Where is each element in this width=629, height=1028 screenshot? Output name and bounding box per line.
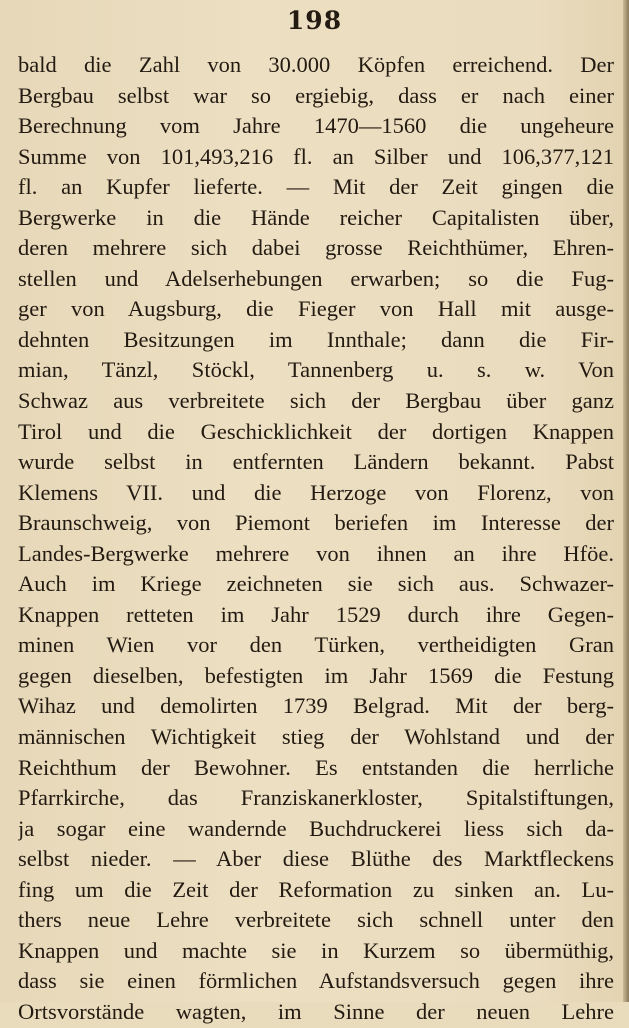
text-line: Summe von 101,493,216 fl. an Silber und 106,377,121: [18, 143, 614, 169]
page-edge: [623, 0, 629, 1002]
text-line: Landes-Bergwerke mehrere von ihnen an ihre Hföe.: [18, 540, 614, 566]
text-line: Berechnung vom Jahre 1470—1560 die ungeheure: [18, 113, 614, 139]
text-line: dehnten Besitzungen im Innthale; dann die Fir-: [18, 326, 614, 352]
text-line: Klemens VII. und die Herzoge von Florenz, von: [18, 479, 614, 505]
text-line: dass sie einen förmlichen Aufstandsversuch gegen ihre: [18, 968, 614, 994]
text-line: Bergbau selbst war so ergiebig, dass er nach einer: [18, 82, 614, 108]
text-line: männischen Wichtigkeit stieg der Wohlstand und der: [18, 724, 614, 750]
text-line: Knappen und machte sie in Kurzem so übermüthig,: [18, 937, 614, 963]
text-line: Ortsvorstände wagten, im Sinne der neuen Lehre: [18, 998, 614, 1024]
text-line: fing um die Zeit der Reformation zu sinken an. Lu-: [18, 876, 614, 902]
text-line: thers neue Lehre verbreitete sich schnell unter den: [18, 907, 614, 933]
text-line: Wihaz und demolirten 1739 Belgrad. Mit der berg-: [18, 693, 614, 719]
text-line: ja sogar eine wandernde Buchdruckerei liess sich da-: [18, 815, 614, 841]
text-line: stellen und Adelserhebungen erwarben; so die Fug-: [18, 265, 614, 291]
text-line: ger von Augsburg, die Fieger von Hall mit ausge-: [18, 296, 614, 322]
text-line: fl. an Kupfer lieferte. — Mit der Zeit gingen die: [18, 174, 614, 200]
text-line: wurde selbst in entfernten Ländern bekannt. Pabst: [18, 449, 614, 475]
text-line: Knappen retteten im Jahr 1529 durch ihre Gegen-: [18, 601, 614, 627]
body-text: [18, 50, 614, 1028]
text-line: selbst nieder. — Aber diese Blüthe des Marktfleckens: [18, 846, 614, 872]
text-line: minen Wien vor den Türken, vertheidigten Gran: [18, 632, 614, 658]
text-line: Schwaz aus verbreitete sich der Bergbau über ganz: [18, 388, 614, 414]
text-line: bald die Zahl von 30.000 Köpfen erreichend. Der: [18, 52, 614, 77]
text-line: Tirol und die Geschicklichkeit der dortigen Knappen: [18, 418, 614, 444]
text-line: deren mehrere sich dabei grosse Reichthümer, Ehren-: [18, 235, 614, 261]
text-line: mian, Tänzl, Stöckl, Tannenberg u. s. w. Von: [18, 357, 614, 383]
text-line: Reichthum der Bewohner. Es entstanden die herrliche: [18, 754, 614, 780]
text-line: Bergwerke in die Hände reicher Capitalisten über,: [18, 204, 614, 230]
text-line: gegen dieselben, befestigten im Jahr 1569 die Festung: [18, 662, 614, 688]
page-number: 198: [286, 6, 343, 35]
text-line: Pfarrkirche, das Franziskanerkloster, Spitalstiftungen,: [18, 785, 614, 811]
text-line: Braunschweig, von Piemont beriefen im Interesse der: [18, 510, 614, 536]
text-line: Auch im Kriege zeichneten sie sich aus. Schwazer-: [18, 571, 614, 597]
